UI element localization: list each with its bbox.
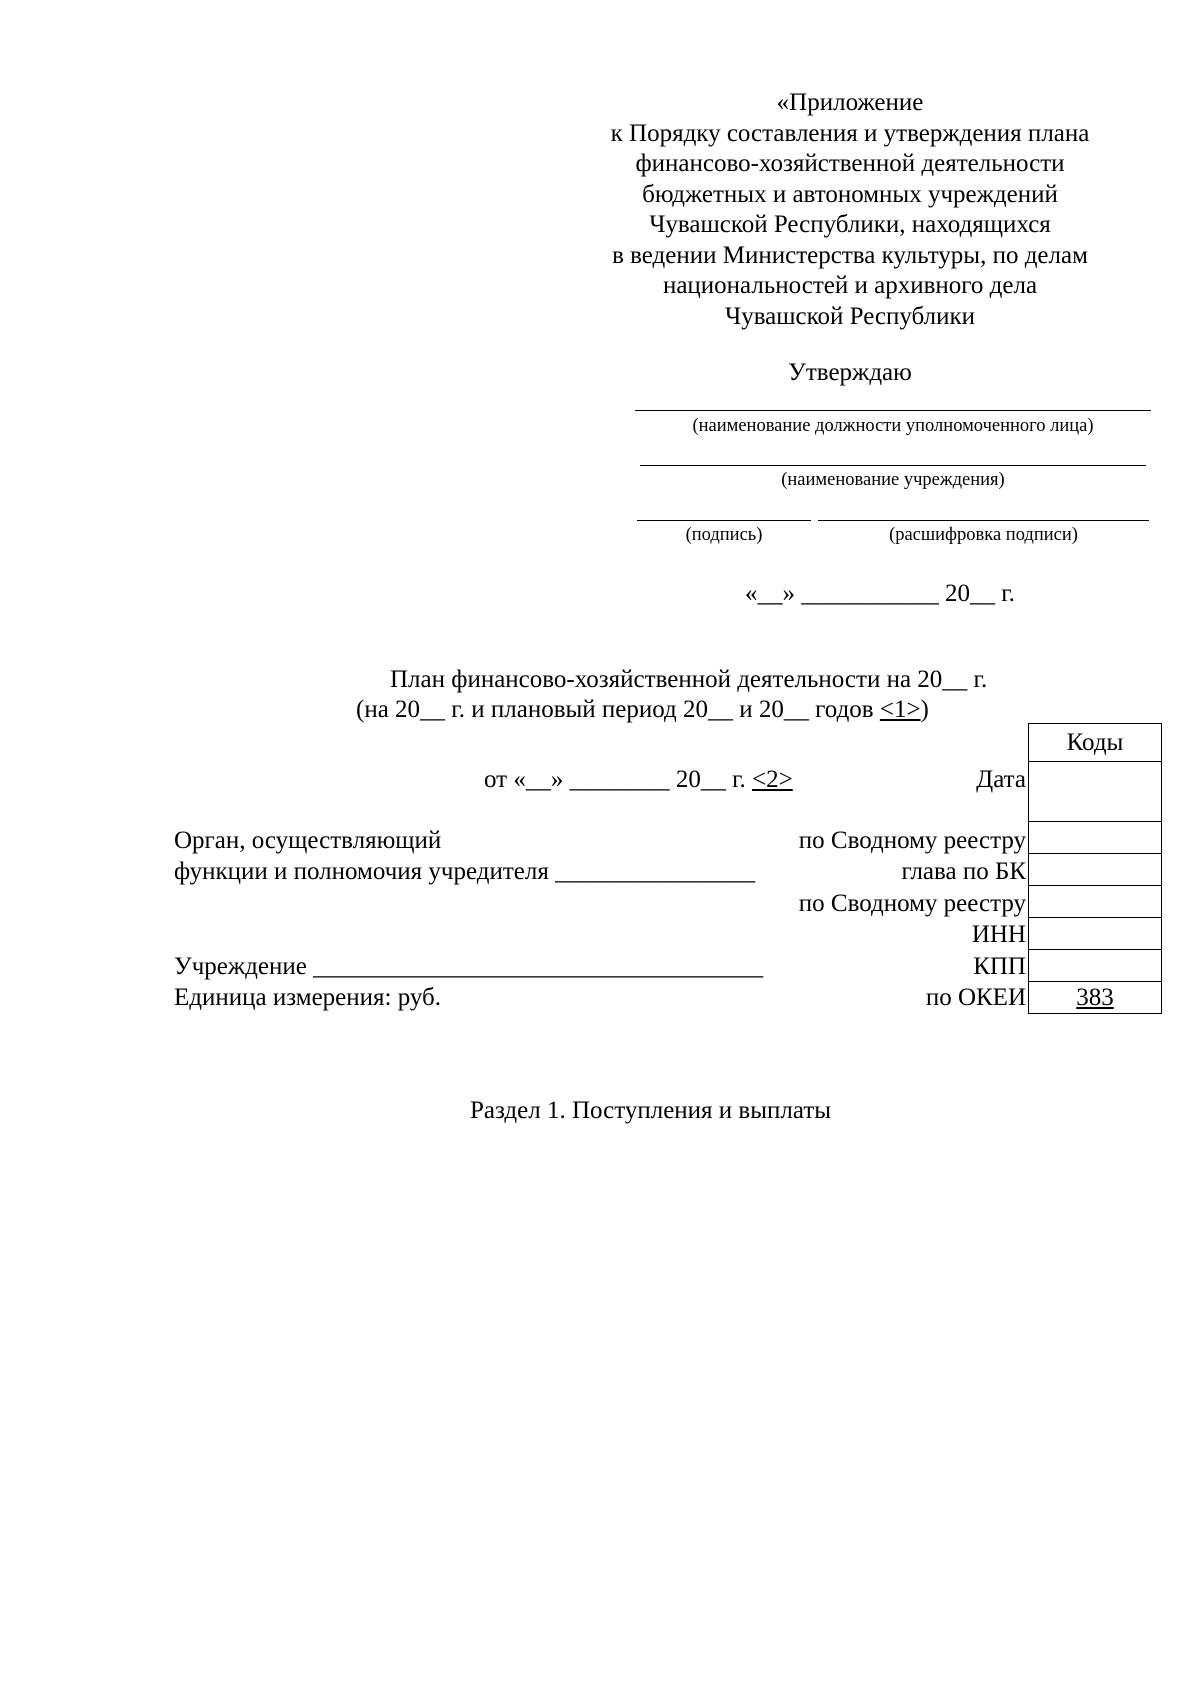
appendix-line: Чувашской Республики, находящихся (649, 211, 1051, 238)
date-label: Дата (976, 766, 1026, 793)
signature-line (637, 520, 811, 521)
position-caption: (наименование должности уполномоченного лица) (692, 416, 1094, 436)
svod-reestr-code-cell-2 (1029, 886, 1162, 918)
appendix-line: Чувашской Республики (724, 302, 976, 330)
unit-label: Единица измерения: руб. (174, 984, 442, 1011)
kpp-label: КПП (973, 953, 1026, 980)
section-title: Раздел 1. Поступления и выплаты (470, 1097, 832, 1124)
plan-subtitle (356, 697, 929, 722)
decoding-line (818, 520, 1149, 521)
glava-bk-label: глава по БК (901, 858, 1026, 885)
plan-date-text: от «__» ________ 20__ г. (484, 766, 753, 793)
kpp-code-cell (1029, 950, 1162, 982)
appendix-header (580, 88, 1120, 332)
appendix-line: в ведении Министерства культуры, по делам (612, 241, 1088, 269)
organ-label-line2: функции и полномочия учредителя ________________ (174, 858, 756, 885)
institution-label: Учреждение ____________________________________ (174, 953, 764, 980)
glava-bk-code-cell (1029, 854, 1162, 886)
appendix-line: бюджетных и автономных учреждений (642, 180, 1058, 208)
plan-subtitle-end: ) (920, 696, 929, 723)
svod-reestr-label-2: по Сводному реестру (798, 890, 1026, 917)
appendix-line: финансово-хозяйственной деятельности (635, 150, 1065, 177)
okei-code-cell: 383 (1029, 982, 1162, 1014)
svod-reestr-code-cell-1 (1029, 822, 1162, 854)
inn-code-cell (1029, 918, 1162, 950)
svod-reestr-label-1: по Сводному реестру (798, 827, 1026, 854)
approval-date-line: «__» ___________ 20__ г. (745, 580, 1015, 607)
footnote-ref-1[interactable]: <1> (879, 696, 921, 723)
plan-title: План финансово-хозяйственной деятельности на 20__ г. (390, 666, 988, 693)
inn-label: ИНН (971, 921, 1026, 948)
footnote-ref-2[interactable]: <2> (752, 766, 793, 793)
institution-line (640, 465, 1146, 466)
appendix-line: к Порядку составления и утверждения плана (610, 119, 1090, 147)
approval-heading: Утверждаю (788, 359, 912, 386)
organ-label-line1: Орган, осуществляющий (174, 827, 442, 854)
plan-subtitle-text: (на 20__ г. и плановый период 20__ и 20__ годов (356, 696, 880, 723)
decoding-caption: (расшифровка подписи) (889, 525, 1078, 545)
codes-table (1028, 723, 1162, 1014)
appendix-line: национальностей и архивного дела (662, 272, 1038, 299)
okei-label: по ОКЕИ (925, 984, 1026, 1011)
position-line (635, 410, 1151, 411)
codes-header: Коды (1029, 724, 1162, 762)
signature-caption: (подпись) (685, 525, 763, 545)
appendix-line: «Приложение (776, 89, 924, 116)
institution-caption: (наименование учреждения) (781, 470, 1005, 490)
date-code-cell (1029, 762, 1162, 822)
plan-date-line (484, 767, 793, 792)
